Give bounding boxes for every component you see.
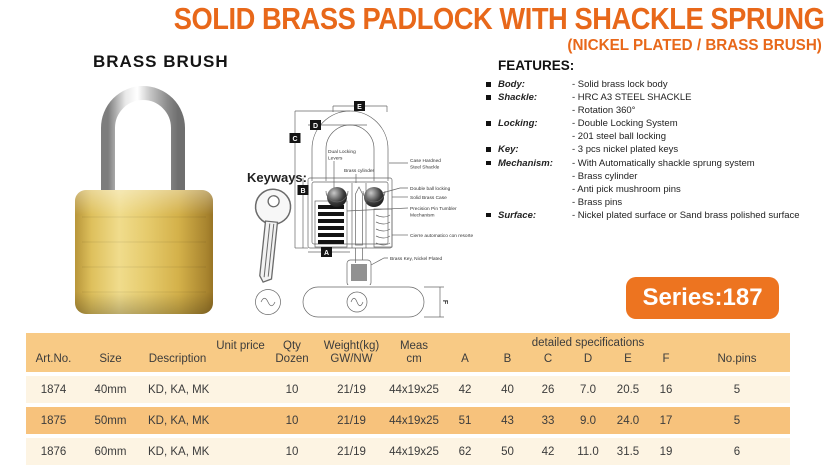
finish-label: BRASS BRUSH xyxy=(93,52,229,71)
padlock-photo xyxy=(68,82,218,320)
bullet-icon xyxy=(486,117,498,126)
col-a: A xyxy=(461,352,469,365)
col-e: E xyxy=(624,352,632,365)
cutaway-diagram xyxy=(288,85,478,285)
dim-f: F xyxy=(441,299,448,305)
lock-ball-right xyxy=(364,187,384,207)
feature-surface: Surface: - Nickel plated surface or Sand brass polished surface xyxy=(481,209,828,222)
bullet-icon xyxy=(486,157,498,166)
features-title: FEATURES: xyxy=(498,58,575,73)
col-c: C xyxy=(543,352,553,365)
bullet-icon xyxy=(486,78,498,87)
callout-pin-tumbler: Precision Pin Tumbler xyxy=(410,207,457,212)
shackle xyxy=(108,93,178,200)
spec-table xyxy=(26,333,790,465)
table-row: 1876 60mm KD, KA, MK 10 21/19 44x19x25 62 50 42 11.0 31.5 19 6 xyxy=(26,438,790,465)
page-title: SOLID BRASS PADLOCK WITH SHACKLE SPRUNG xyxy=(173,1,824,36)
callout-brass-case: Solid Brass Case xyxy=(410,196,447,201)
col-size: Size xyxy=(99,352,122,365)
callout-ball-locking: Double ball locking xyxy=(410,187,451,192)
dim-b: B xyxy=(300,188,306,195)
col-qty: Qty Dozen xyxy=(275,339,309,365)
dim-d: D xyxy=(312,123,319,130)
callout-shackle: Case Hardned xyxy=(410,159,441,164)
callout-dual-locking: Dual Locking xyxy=(328,150,356,155)
features-section xyxy=(481,58,828,222)
bullet-icon xyxy=(486,143,498,152)
col-d: D xyxy=(583,352,593,365)
col-weight: Weight(kg) GW/NW xyxy=(323,339,380,365)
svg-text:Mechanism: Mechanism xyxy=(410,213,435,219)
keyways-label: Keyways: xyxy=(247,170,307,185)
bullet-icon xyxy=(486,91,498,100)
callout-spring: Cierre automatico con resorte xyxy=(410,234,474,239)
page-subtitle: (NICKEL PLATED / BRASS BRUSH) xyxy=(567,37,822,54)
col-unit-price: Unit price xyxy=(216,339,265,352)
feature-key: Key: - 3 pcs nickel plated keys xyxy=(481,143,828,156)
table-row: 1874 40mm KD, KA, MK 10 21/19 44x19x25 42 40 26 7.0 20.5 16 5 xyxy=(26,376,790,403)
col-description: Description xyxy=(148,352,207,365)
feature-mechanism: Mechanism: - With Automatically shackle sprung system - Brass cylinder - Anti pick mushroom pins - Brass pins xyxy=(481,157,828,209)
table-row: 1875 50mm KD, KA, MK 10 21/19 44x19x25 51 43 33 9.0 24.0 17 5 xyxy=(26,407,790,434)
svg-text:Levers: Levers xyxy=(328,156,343,162)
group-header: detailed specifications xyxy=(531,337,645,349)
bullet-icon xyxy=(486,209,498,218)
dim-a: A xyxy=(323,250,330,257)
callout-brass-cylinder: Brass cylinder xyxy=(344,169,375,174)
col-meas: Meas cm xyxy=(399,339,429,365)
feature-body: Body: - Solid brass lock body xyxy=(481,78,828,91)
col-nopins: No.pins xyxy=(717,352,757,365)
base-view xyxy=(288,282,460,322)
lock-ball-left xyxy=(327,187,347,207)
col-artno: Art.No. xyxy=(35,352,72,365)
feature-shackle: Shackle: - HRC A3 STEEL SHACKLE - Rotation 360° xyxy=(481,91,828,117)
dim-e: E xyxy=(357,104,362,111)
feature-locking: Locking: - Double Locking System - 201 steel ball locking xyxy=(481,117,828,143)
table-header xyxy=(26,333,790,372)
series-badge: Series:187 xyxy=(626,277,779,319)
svg-text:Steel Shackle: Steel Shackle xyxy=(410,165,440,171)
col-b: B xyxy=(503,352,512,365)
dim-c: C xyxy=(292,136,298,143)
keyway-symbol-icon xyxy=(251,286,287,320)
col-f: F xyxy=(662,352,670,365)
callout-key: Brass Key, Nickel Plated xyxy=(390,257,443,262)
